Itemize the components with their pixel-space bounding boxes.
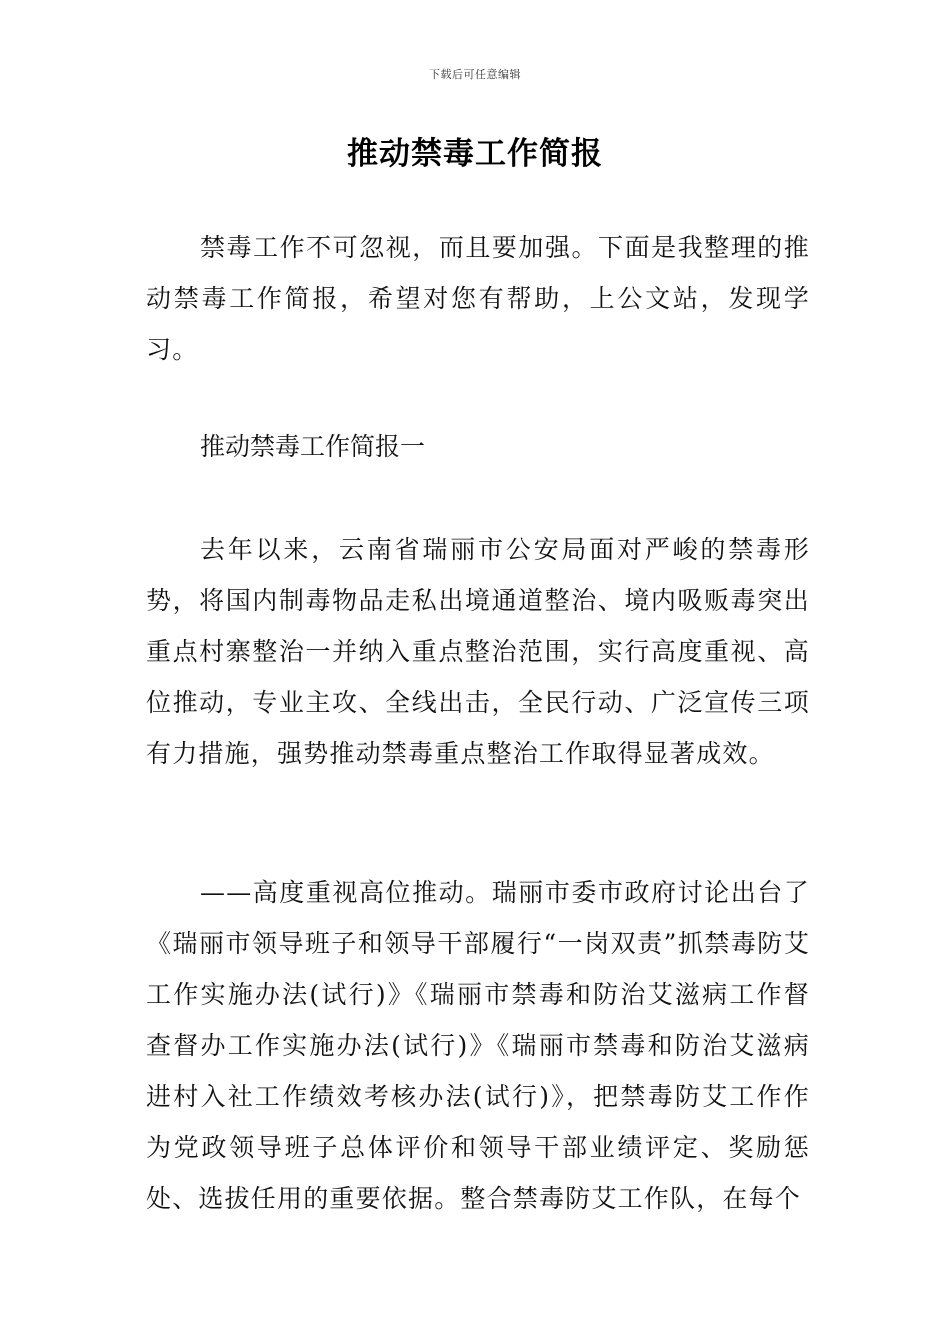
body-paragraph-2: ——高度重视高位推动。瑞丽市委市政府讨论出台了《瑞丽市领导班子和领导干部履行“一岗双责”抓禁毒防艾工作实施办法(试行)》《瑞丽市禁毒和防治艾滋病工作督查督办工作实施办法(试行)》《瑞丽市禁毒和防治艾滋病进村入社工作绩效考核办法(试行)》，把禁毒防艾工作作为党政领导班子总体评价和领导干部业绩评定、奖励惩处、选拔任用的重要依据。整合禁毒防艾工作队，在每个 [146,878,810,1213]
document-title: 推动禁毒工作简报 [347,136,603,172]
intro-paragraph: 禁毒工作不可忽视，而且要加强。下面是我整理的推动禁毒工作简报，希望对您有帮助，上公文站，发现学习。 [146,233,810,364]
body-paragraph-1: 去年以来，云南省瑞丽市公安局面对严峻的禁毒形势，将国内制毒物品走私出境通道整治、境内吸贩毒突出重点村寨整治一并纳入重点整治范围，实行高度重视、高位推动，专业主攻、全线出击，全民行动、广泛宣传三项有力措施，强势推动禁毒重点整治工作取得显著成效。 [146,535,810,768]
section-subtitle: 推动禁毒工作简报一 [200,432,426,461]
header-note: 下载后可任意编辑 [429,68,521,81]
